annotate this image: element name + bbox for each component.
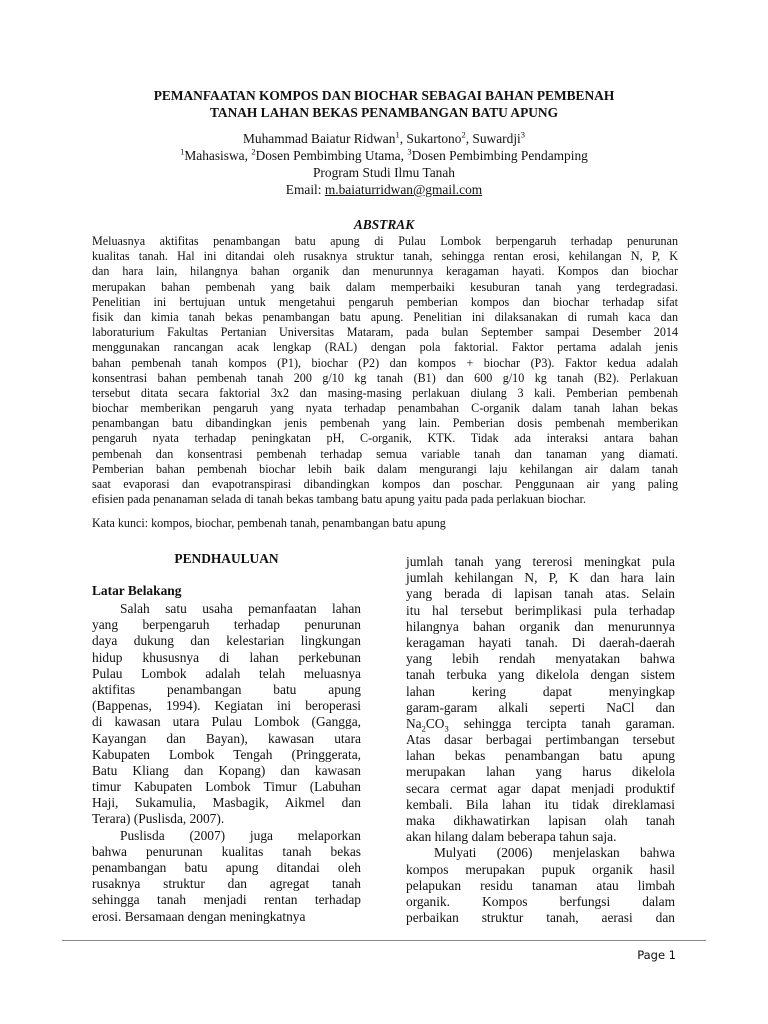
paragraph-line: yang berada di lapisan tanah atas. Selain [406,586,675,602]
author-2-sup: 2 [461,129,466,140]
paragraph-line: sehingga tanah menjadi rentan terhadap [92,892,361,908]
paragraph-line [406,716,675,732]
page-number: Page 1 [637,948,676,962]
paragraph-line: penambangan batu apung ditandai oleh [92,860,361,875]
formula-subscript: 3 [444,723,449,734]
author-sep-1: , [399,131,407,146]
keywords: Kata kunci: kompos, biochar, pembenah tanah, penambangan batu apung [92,516,446,530]
author-3-sup: 3 [520,129,526,140]
paragraph-line: perbaikan struktur tanah, aerasi dan [406,910,675,926]
author-affiliations [60,147,708,164]
paragraph-line: Mulyati (2006) menjelaskan bahwa [434,845,675,861]
abstract-line: dan hara lain, hilangnya bahan organik dan menurunnya keragaman hayati. Kompos dan biochar [92,264,678,279]
paragraph-line: Kayangan dan Bayan), kawasan utara [92,730,361,746]
paragraph-line: akan hilang dalam beberapa tahun saja. [406,829,617,845]
paragraph-line: keragaman hayati tanah. Di daerah-daerah [406,634,675,650]
abstract-line: Penelitian ini bertujuan untuk mengetahui pengaruh pemberian kompos dan biochar terhadap sifat [92,294,678,309]
abstract-line: Pemberian bahan pembenah biochar lebih baik dalam mengurangi laju kehilangan air dalam tanah [92,461,678,476]
paragraph-line: hilangnya bahan organik dan menurunnya [406,618,675,634]
formula-subscript: 2 [421,723,426,734]
paragraph-line: kembali. Bila lahan itu tidak direklamasi [406,796,675,812]
paragraph-line: yang lebih rendah menyatakan bahwa [406,651,675,667]
abstract-line: biochar memberikan pengaruh yang nyata terhadap penambahan C-organik dalam tanah lahan bekas [92,401,678,416]
paragraph-line: timur Kabupaten Lombok Timur (Labuhan [92,779,361,795]
paragraph-line: merupakan lahan yang harus dikelola [406,764,675,780]
paragraph-line: maka dikhawatirkan lapisan olah tanah [406,813,675,828]
affil-2-sup: 2 [251,146,256,157]
paragraph-line: Salah satu usaha pemanfaatan lahan [120,601,361,616]
affil-1-sup: 1 [180,146,185,157]
paper-title [70,87,698,121]
abstract-line: fisik dan kimia tanah bekas penambangan batu apung. Penelitian ini dilaksanakan di rumah kaca dan [92,309,678,324]
abstract-line: pembenah dan konsentrasi pembenah terhadap semua variable tanah dan tanaman yang diamati. [92,446,678,461]
paragraph-line: Atas dasar berbagai pertimbangan tersebut [406,732,675,748]
paragraph-line: rusaknya struktur dan agregat tanah [92,876,361,892]
paragraph-line: Batu Kliang dan Kopang) dan kawasan [92,762,361,778]
left-column-text [92,601,361,925]
abstract-line: menggunakan rancangan acak lengkap (RAL) dengan pola faktorial. Faktor pertama adalah jenis [92,340,678,355]
abstract-line: saat evaporasi dan evapotranspirasi dibandingkan kompos dan poschar. Penggunaan air yang paling [92,477,678,491]
author-1-sup: 1 [395,129,400,140]
affil-2: Dosen Pembimbing Utama, [255,148,408,163]
paragraph-line: bahwa penurunan kualitas tanah bekas [92,843,361,859]
abstract-heading: ABSTRAK [353,217,415,232]
email-label: Email: [285,182,325,197]
abstract-body [92,234,678,507]
paragraph-line: lahan kering dapat menyingkap [406,683,675,699]
author-2: Sukartono [406,131,462,146]
author-sep-2: , [465,131,473,146]
paragraph-line: organik. Kompos berfungsi dalam [406,893,675,909]
abstract-line: penambangan batu dibandingkan jenis pembenah yang lain. Pemberian dosis pembenah memberikan [92,416,678,431]
author-block [60,130,708,198]
left-column [92,551,361,925]
program-name: Program Studi Ilmu Tanah [312,165,455,180]
author-1: Muhammad Baiatur Ridwan [242,131,396,146]
abstract-line: pengaruh nyata terhadap peningkatan pH, C-organik, KTK. Tidak ada interaksi antara bahan [92,431,678,446]
paragraph-line: itu hal tersebut berimplikasi pula terhadap [406,602,675,618]
paragraph-line: garam-garam alkali seperti NaCl dan [406,699,675,715]
paragraph-line: jumlah tanah yang tererosi meningkat pula [406,554,675,569]
paragraph-line: hidup khususnya di lahan perkebunan [92,649,361,665]
paragraph-line: erosi. Bersamaan dengan meningkatnya [92,908,306,924]
abstract-line: efisien pada penanaman selada di tanah bekas tambang batu apung yaitu pada pada perlakuan biochar. [92,492,586,507]
section-heading: PENDHAULUAN [174,551,279,566]
title-line-2: TANAH LAHAN BEKAS PENAMBANGAN BATU APUNG [209,105,559,120]
abstract-line: laboraturium Fakultas Pertanian Universitas Mataram, pada bulan September sampai Desember 2014 [92,325,678,340]
abstract-line: Meluasnya aktifitas penambangan batu apung di Pulau Lombok berpengaruh terhadap penurunan [92,234,678,248]
paragraph-line: kompos merupakan pupuk organik hasil [406,861,675,877]
sub-heading: Latar Belakang [92,583,182,598]
paragraph-line: aktifitas penambangan batu apung [92,681,361,697]
affil-1: Mahasiswa, [184,148,252,163]
paragraph-line: yang berpengaruh terhadap penurunan [92,617,361,633]
paragraph-line: Kabupaten Lombok Tengah (Pringgerata, [92,746,361,762]
abstract-line: konsentrasi bahan pembenah tanah 200 g/10 kg tanah (B1) dan 600 g/10 kg tanah (B2). Perlakuan [92,370,678,385]
footer-divider [62,940,706,941]
paragraph-line: jumlah kehilangan N, P, K dan hara lain [406,570,675,586]
abstract-line: kualitas tanah. Hal ini ditandai oleh rusaknya struktur tanah, sehingga rentan erosi, kehilangan N, P, K [92,249,678,264]
paragraph-line: (Bappenas, 1994). Kegiatan ini beroperasi [92,698,361,714]
paragraph-line: daya dukung dan kelestarian lingkungan [92,633,361,649]
paragraph-line: di kawasan utara Pulau Lombok (Gangga, [92,714,361,730]
author-names [60,130,708,147]
paragraph-line: Puslisda (2007) juga melaporkan [120,827,361,843]
title-line-1: PEMANFAATAN KOMPOS DAN BIOCHAR SEBAGAI BAHAN PEMBENAH [153,88,615,103]
formula-text: sehingga tercipta tanah garaman. [448,715,675,731]
paragraph-line: Haji, Sukamulia, Masbagik, Aikmel dan [92,795,361,811]
abstract-line: merupakan bahan pembenah yang baik dalam memperbaiki kesuburan tanah yang terdegradasi. [92,279,678,294]
affil-3-sup: 3 [407,146,412,157]
formula-text: Na [406,715,422,731]
abstract-line: tersebut ditata secara faktorial 3x2 dan masing-masing perlakuan diulang 3 kali. Pemberian pembenah [92,385,678,400]
paragraph-line: pelapukan residu tanaman atau limbah [406,877,675,893]
email-link[interactable]: m.baiaturridwan@gmail.com [324,182,483,197]
paragraph-line: tanah terbuka yang dikelola dengan sistem [406,667,675,683]
paragraph-line: lahan bekas penambangan batu apung [406,748,675,764]
right-column [406,554,675,926]
affil-3: Dosen Pembimbing Pendamping [411,148,588,163]
author-3: Suwardji [472,131,521,146]
formula-text: CO [425,715,445,731]
paragraph-line: secara cermat agar dapat menjadi produktif [406,780,675,796]
paragraph-line: Terara) (Puslisda, 2007). [92,811,225,827]
abstract-line: bahan pembenah tanah kompos (P1), biochar (P2) dan kompos + biochar (P3). Faktor kedua adalah [92,355,678,370]
paragraph-line: Pulau Lombok adalah telah meluasnya [92,665,361,681]
email-line [60,181,708,198]
